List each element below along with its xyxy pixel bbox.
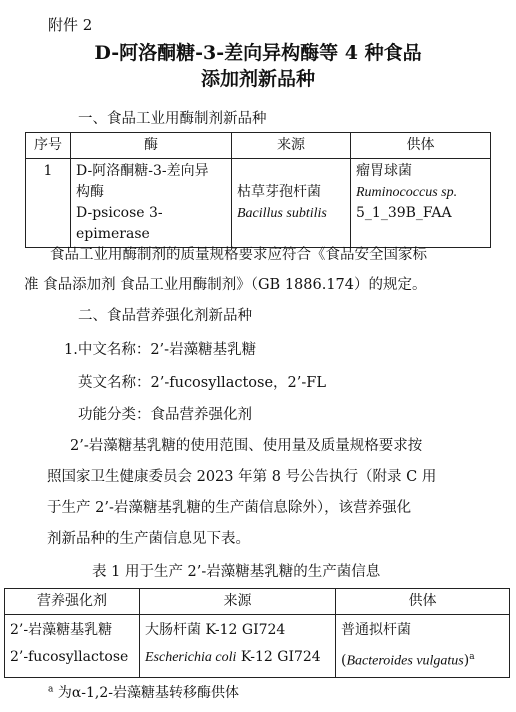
header-no: 序号: [26, 133, 71, 159]
header-enzyme: 酶: [71, 133, 232, 159]
table-row: [5, 615, 510, 678]
cell-source: [232, 159, 351, 248]
donor-latin-line-1: Ruminococcus sp.: [356, 185, 458, 200]
table-header-row: [5, 589, 510, 615]
header-donor: 供体: [351, 133, 491, 159]
header-source: 来源: [140, 589, 336, 615]
cell-donor: 普通拟杆菌 (Bacteroides vulgatus)$^a$: [336, 615, 510, 678]
enzyme-cn-line-2: 构酶: [76, 184, 104, 200]
section-2-paragraph-line-3: 于生产 2’-岩藻糖基乳糖的生产菌信息除外），该营养强化: [47, 500, 412, 516]
source-strain: K-12 GI724: [236, 649, 321, 665]
source-cn: 大肠杆菌 K-12 GI724: [145, 622, 286, 638]
table-header-row: [26, 133, 491, 159]
donor-cn: 瘤胃球菌: [356, 163, 412, 179]
cell-no: 1: [26, 159, 71, 248]
donor-cn: 普通拟杆菌: [341, 622, 411, 638]
function-category: 功能分类：食品营养强化剂: [78, 407, 252, 423]
header-fortifier: 营养强化剂: [5, 589, 140, 615]
cell-fortifier: [5, 615, 140, 678]
footnote-mark: a: [48, 684, 54, 695]
enzyme-cn-line-1: D-阿洛酮糖-3-差向异: [76, 163, 209, 179]
table-1-caption: 表 1 用于生产 2’-岩藻糖基乳糖的生产菌信息: [92, 564, 381, 580]
donor-latin-line-2: 5_1_39B_FAA: [356, 205, 452, 221]
document-title-line-2: 添加剂新品种: [200, 68, 315, 90]
chinese-name: 1.中文名称：2’-岩藻糖基乳糖: [64, 342, 257, 358]
footnote: [48, 682, 239, 702]
section-1-paragraph-line-2: 准 食品添加剂 食品工业用酶制剂》（GB 1886.174）的规定。: [24, 277, 427, 293]
donor-latin: Bacteroides vulgatus: [346, 653, 464, 669]
section-2-paragraph-line-1: 2’-岩藻糖基乳糖的使用范围、使用量及质量规格要求按: [70, 438, 423, 454]
donor-footnote-mark: a: [469, 652, 475, 662]
enzyme-en: D-psicose 3-epimerase: [76, 205, 163, 242]
fortifier-en: 2’-fucosyllactose: [10, 649, 129, 665]
source-latin: Bacillus subtilis: [237, 206, 327, 221]
section-1-paragraph-line-1: 食品工业用酶制剂的质量规格要求应符合《食品安全国家标: [50, 247, 427, 263]
footnote-text: 为α-1,2-岩藻糖基转移酶供体: [53, 685, 240, 701]
header-source: 来源: [232, 133, 351, 159]
section-2-heading: 二、食品营养强化剂新品种: [78, 308, 252, 324]
header-donor: 供体: [336, 589, 510, 615]
cell-donor: [351, 159, 491, 248]
cell-source: [140, 615, 336, 678]
english-name: 英文名称：2’-fucosyllactose，2’-FL: [78, 375, 326, 391]
source-cn: 枯草芽孢杆菌: [237, 184, 321, 200]
table-row: [26, 159, 491, 248]
cell-enzyme: [71, 159, 232, 248]
section-2-paragraph-line-4: 剂新品种的生产菌信息见下表。: [47, 531, 250, 547]
strain-table: [4, 588, 510, 678]
source-latin: Escherichia coli: [145, 650, 237, 665]
section-1-heading: 一、食品工业用酶制剂新品种: [78, 111, 267, 127]
fortifier-cn: 2’-岩藻糖基乳糖: [10, 622, 113, 638]
section-2-paragraph-line-2: 照国家卫生健康委员会 2023 年第 8 号公告执行（附录 C 用: [47, 469, 437, 485]
attachment-label: 附件 2: [48, 16, 93, 34]
enzyme-table: [25, 132, 491, 248]
document-title-line-1: D-阿洛酮糖-3-差向异构酶等 4 种食品: [94, 42, 422, 64]
